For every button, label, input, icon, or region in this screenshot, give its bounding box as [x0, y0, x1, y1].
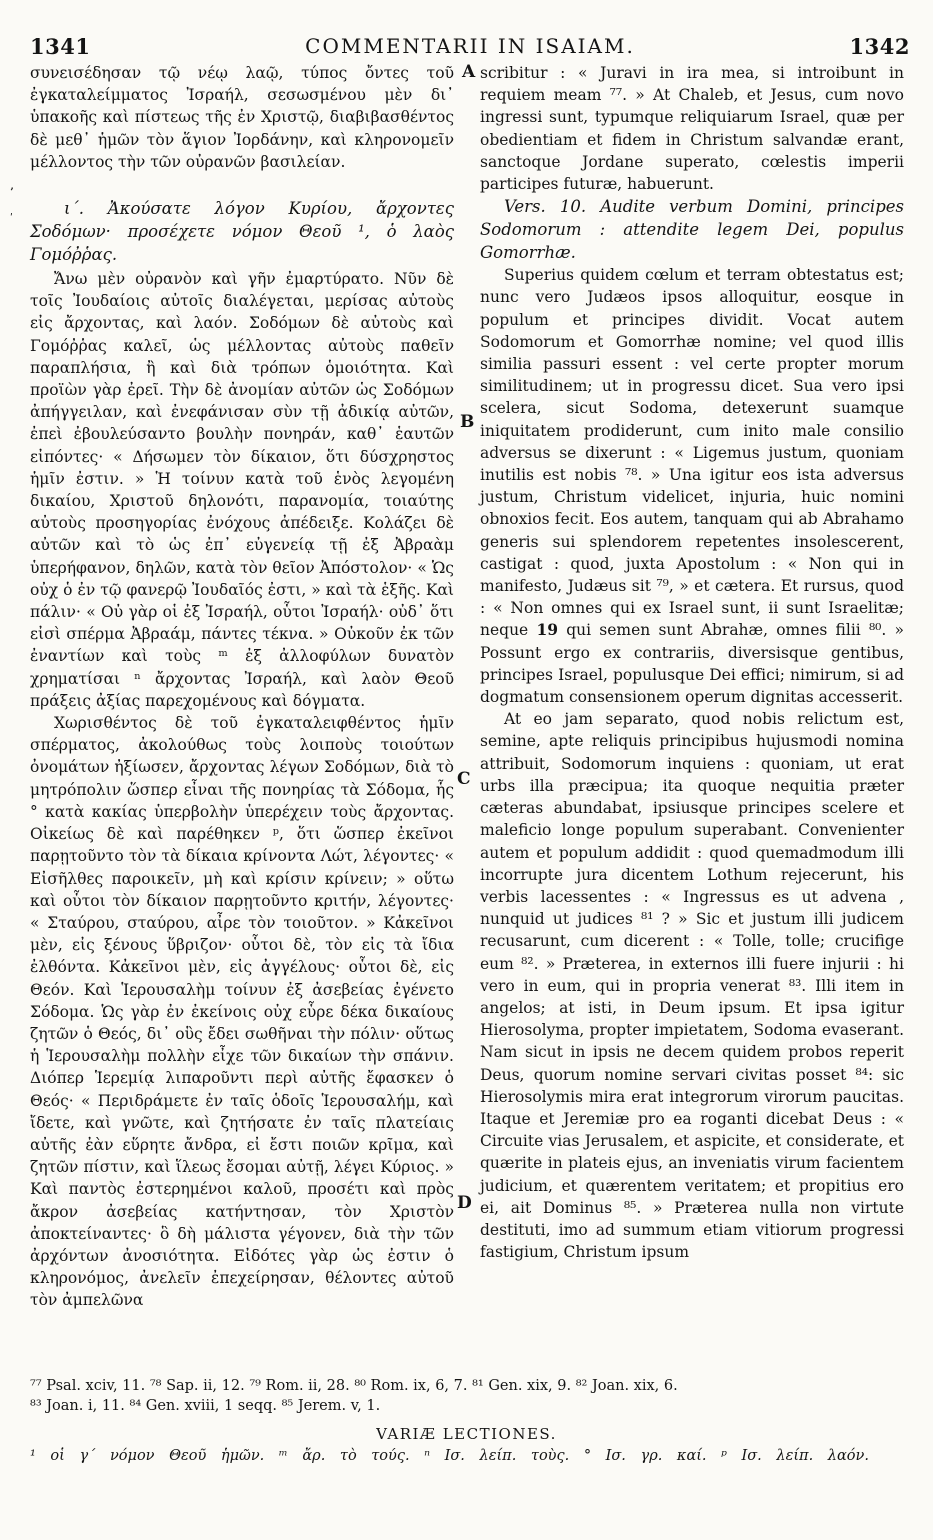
latin-paragraph: At eo jam separato, quod nobis relictum est, semine, apte reliquis principibus hujusmodi nomina attribuit, Sodomorum inquiens : quoniam, ut erat urbs illa præcipua; ita quoque nequitia præter cæteras abundabat, ipsiusque principes scelere et maleficio longe populum superabant. Convenienter autem et populum addidit : quod quemadmodum illi incorrupte jura dicentem Lothum rejecerunt, his verbis lacessentes : « Ingressus es ut advena , nunquid ut judices ⁸¹ ? » Sic et justum illi judicem recusarunt, cum dicerent : « Tolle, tolle; crucifige eum ⁸². » Præterea, in externos illi fuere injurii : hi vero in eum, qui in propria venerat ⁸³. Illi item in angelos; at isti, in Deum ipsum. Et ipsa igitur Hierosolyma, propter impietatem, Sodoma evaserant. Nam sicut in ipsis ne decem quidem probos reperit Deus, quorum nomine servari civitas posset ⁸⁴: sic Hierosolymis mira erat integrorum virorum paucitas. Itaque et Jeremiæ pro ea roganti dicebat Deus : « Circuite vias Jerusalem, et aspicite, et considerate, et quærite in plateis ejus, an inveniatis virum facientem judicium, et quærentem veritatem; et propitius ero ei, ait Dominus ⁸⁵. » Præterea nulla non virtute destituti, imo ad summum etiam vitiorum progressi fastigium, Christum ipsum [480, 710, 904, 1262]
margin-letter-c: C [457, 769, 471, 789]
margin-mark: ʹ [10, 213, 13, 224]
latin-column [480, 62, 904, 1263]
latin-paragraph [480, 264, 904, 708]
page-number-right: 1342 [849, 34, 910, 59]
greek-paragraph: συνεισέδησαν τῷ νέῳ λαῷ, τύπος ὄντες τοῦ ἐγκαταλείμματος Ἰσραήλ, σεσωσμένου μὲν δι᾽ ὑπακοῆς καὶ πίστεως τῆς ἐν Χριστῷ, διαβιβασθέντος δὲ μεθ᾽ ἡμῶν τὸν ἅγιον Ἰορδάνην, καὶ κληρονομεῖν μέλλοντος τὴν τῶν οὐρανῶν βασιλείαν. [30, 64, 454, 171]
running-header [30, 34, 910, 60]
latin-text: Superius quidem cœlum et terram obtestatus est; nunc vero Judæos ipsos alloquitur, eosque in populum et principes dividit. Vocat autem Sodomorum et Gomorrhæ nomine; vel quod illis similia passuri essent : vel certe propter morum similitudinem; ut in progressu dicet. Sua vero ipsi scelera, sicut Sodoma, detexerunt suamque iniquitatem prodiderunt, cum inito male consilio adversus se dixerunt : « Ligemus justum, quoniam inutilis est nobis ⁷⁸. » Una igitur eos ista adversus justum, Christum videlicet, injuria, huic nomini obnoxios fecit. Eos autem, tanquam qui ab Abrahamo generis sui splendorem repetentes insolescerent, castigat : quod, juxta Apostolum : « Non qui in manifesto, Judæus sit ⁷⁹, » et cætera. Et rursus, quod : « Non omnes qui ex Israel sunt, ii sunt Israelitæ; neque [480, 266, 904, 640]
footnotes [30, 1376, 910, 1416]
footnote-line: ⁷⁷ Psal. xciv, 11. ⁷⁸ Sap. ii, 12. ⁷⁹ Rom. ii, 28. ⁸⁰ Rom. ix, 6, 7. ⁸¹ Gen. xix, 9. ⁸² Joan. xix, 6. [30, 1378, 678, 1394]
page-mark: 19 [536, 620, 559, 640]
margin-letter-a: A [462, 62, 476, 82]
margin-letter-b: B [460, 412, 475, 432]
margin-mark: ʼ [10, 187, 14, 198]
latin-paragraph: scribitur : « Juravi in ira mea, si introibunt in requiem meam ⁷⁷. » At Chaleb, et Jesus, cum novo ingressi sunt, typumque reliquiarum Israel, quæ per obedientiam et fidem in Christum salvandæ erant, sanctoque Jordane superato, cœlestis imperii participes futuræ, habuerunt. [480, 64, 904, 194]
variae-line: ¹ οἱ γ΄ νόμον Θεοῦ ἡμῶν. ᵐ ἄρ. τὸ τούς. ⁿ Ισ. λείπ. τοὺς. ° Ισ. γρ. καί. ᵖ Ισ. λείπ. λαόν. [30, 1448, 869, 1464]
variae-heading: VARIÆ LECTIONES. [376, 1425, 557, 1443]
greek-paragraph: Χωρισθέντος δὲ τοῦ ἐγκαταλειφθέντος ἡμῖν σπέρματος, ἀκολούθως τοὺς λοιποὺς τοιούτων ὀνομάτων ἠξίωσεν, ἄρχοντας λέγων Σοδόμων, διὰ τὸ μητρόπολιν ὥσπερ εἶναι τῆς πονηρίας τὰ Σόδομα, ἧς ° κατὰ κακίας ὑπερβολὴν ὑπερέχειν τοὺς ἄρχοντας. Οἰκείως δὲ καὶ παρέθηκεν ᵖ, ὅτι ὥσπερ ἐκεῖνοι παρῃτοῦντο τὸν τὰ δίκαια κρίνοντα Λώτ, λέγοντες· « Εἰσῆλθες παροικεῖν, μὴ καὶ κρίσιν κρίνειν; » οὕτω καὶ οὗτοι τὸν δίκαιον παρῃτοῦντο κριτήν, λέγοντες· « Σταύρου, σταύρου, αἶρε τὸν τοιοῦτον. » Κἀκεῖνοι μὲν, εἰς ξένους ὕβριζον· οὗτοι δὲ, τὸν εἰς τὰ ἴδια ἐλθόντα. Κἀκεῖνοι μὲν, εἰς ἀγγέλους· οὗτοι δὲ, εἰς Θεόν. Καὶ Ἱερουσαλὴμ τοίνυν ἐξ ἀσεβείας ἐγένετο Σόδομα. Ὡς γὰρ ἐν ἐκείνοις οὐχ εὗρε δέκα δικαίους ζητῶν ὁ Θεός, δι᾽ οὓς ἔδει σωθῆναι τὴν πόλιν· οὕτως ἡ Ἱερουσαλὴμ πολλὴν εἶχε τῶν δικαίων τὴν σπάνιν. Διόπερ Ἱερεμίᾳ λιπαροῦντι περὶ αὐτῆς ἔφασκεν ὁ Θεός· « Περιδράμετε ἐν ταῖς ὁδοῖς Ἱερουσαλήμ, καὶ ἴδετε, καὶ γνῶτε, καὶ ζητήσατε ἐν ταῖς πλατείαις αὐτῆς ἐὰν εὕρητε ἄνδρα, εἰ ἔστι ποιῶν κρῖμα, καὶ ζητῶν πίστιν, καὶ ἵλεως ἔσομαι αὐτῇ, λέγει Κύριος. » Καὶ παντὸς ἐστερημένοι καλοῦ, προσέτι καὶ πρὸς ἄκρον ἀσεβείας κατήντησαν, τὸν Χριστὸν ἀποκτείναντες· ὃ δὴ μάλιστα γέγονεν, διὰ τὴν τῶν ἀρχόντων ἀνοσιότητα. Εἰδότες γὰρ ὡς ἐστιν ὁ κληρονόμος, ἀνελεῖν ἐπεχείρησαν, θέλοντες αὐτοῦ τὸν ἀμπελῶνα [30, 714, 454, 1310]
greek-verse-heading: ι΄. Ἀκούσατε λόγον Κυρίου, ἄρχοντες Σοδόμων· προσέχετε νόμον Θεοῦ ¹, ὁ λαὸς Γομόῤῥας. [30, 199, 454, 265]
running-title: COMMENTARII IN ISAIAM. [305, 34, 635, 58]
footnote-line: ⁸³ Joan. i, 11. ⁸⁴ Gen. xviii, 1 seqq. ⁸⁵ Jerem. v, 1. [30, 1398, 381, 1414]
latin-verse-heading: Vers. 10. Audite verbum Domini, principes Sodomorum : attendite legem Dei, populus Gomorrhæ. [480, 197, 904, 263]
page-number-left: 1341 [30, 34, 91, 59]
margin-letter-d: D [457, 1193, 472, 1213]
greek-column [30, 62, 454, 1312]
greek-paragraph: Ἄνω μὲν οὐρανὸν καὶ γῆν ἐμαρτύρατο. Νῦν δὲ τοῖς Ἰουδαίοις αὐτοῖς διαλέγεται, μερίσας αὐτοὺς εἰς ἄρχοντας, καὶ λαόν. Σοδόμων δὲ αὐτοὺς καὶ Γομόῤῥας καλεῖ, ὡς μέλλοντας αὐτοὺς παθεῖν παραπλήσια, ἢ καὶ διὰ τρόπων ὁμοιότητα. Καὶ προϊὼν γὰρ ἐρεῖ. Τὴν δὲ ἀνομίαν αὐτῶν ὡς Σοδόμων ἀπήγγειλαν, καὶ ἐνεφάνισαν σὺν τῇ ἀδικίᾳ αὐτῶν, ἐπεὶ ἐβουλεύσαντο βουλὴν πονηράν, καθ᾽ ἑαυτῶν εἰπόντες· « Δήσωμεν τὸν δίκαιον, ὅτι δύσχρηστος ἡμῖν ἐστιν. » Ἡ τοίνυν κατὰ τοῦ ἑνὸς λεγομένη δικαίου, Χριστοῦ δηλονότι, παρανομία, τοιαύτης αὐτοὺς προσηγορίας ἐνόχους ἀπέδειξε. Κολάζει δὲ αὐτῶν καὶ τὸ ὡς ἐπ᾽ εὐγενείᾳ τῇ ἐξ Ἀβραὰμ ὑπερήφανον, δηλῶν, κατὰ τὸν θεῖον Ἀπόστολον· « Ὡς οὐχ ὁ ἐν τῷ φανερῷ Ἰουδαῖός ἐστι, » καὶ τὰ ἑξῆς. Καὶ πάλιν· « Οὐ γὰρ οἱ ἐξ Ἰσραήλ, οὗτοι Ἰσραήλ· οὐδ᾽ ὅτι εἰσὶ σπέρμα Ἀβραάμ, πάντες τέκνα. » Οὐκοῦν ἐκ τῶν ἐναντίων καὶ τοὺς ᵐ ἐξ ἀλλοφύλων δυνατὸν χρηματίσαι ⁿ ἄρχοντας Ἰσραήλ, καὶ λαὸν Θεοῦ πράξεις ἀξίας παρεχομένους καὶ δόγματα. [30, 270, 454, 710]
latin-text: qui semen sunt Abrahæ, omnes filii ⁸⁰. » Possunt ergo ex contrariis, diversisque gentibus, principes Israel, populusque Dei effici; nimirum, si ad dogmatum consensionem operum dignitas accesserit. [480, 621, 904, 707]
